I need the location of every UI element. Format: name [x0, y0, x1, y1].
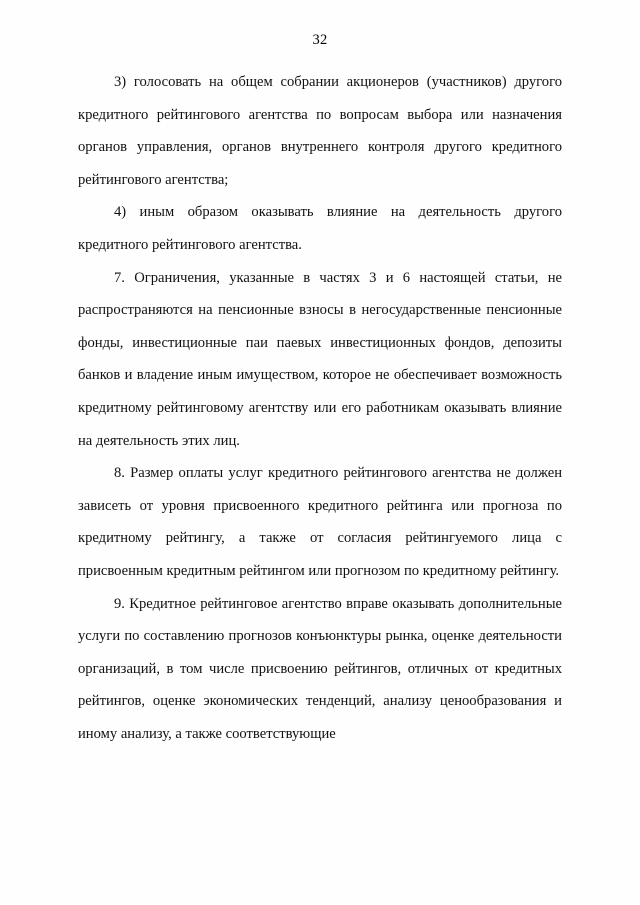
document-body: [78, 66, 562, 750]
paragraph: 7. Ограничения, указанные в частях 3 и 6 настоящей статьи, не распространяются на пенсионные взносы в негосударственные пенсионные фонды, инвестиционные паи паевых инвестиционных фондов, депозиты банков и владение иным имуществом, которое не обеспечивает возможность кредитному рейтинговому агентству или его работникам оказывать влияние на деятельность этих лиц.: [78, 269, 562, 449]
paragraph: 4) иным образом оказывать влияние на деятельность другого кредитного рейтингового агентства.: [78, 204, 562, 253]
paragraph: 8. Размер оплаты услуг кредитного рейтингового агентства не должен зависеть от уровня присвоенного кредитного рейтинга или прогноза по кредитному рейтингу, а также от согласия рейтингуемого лица с присвоенным кредитным рейтингом или прогнозом по кредитному рейтингу.: [78, 465, 562, 579]
page-number: 32: [312, 32, 328, 48]
paragraph: 9. Кредитное рейтинговое агентство вправе оказывать дополнительные услуги по составлению прогнозов конъюнктуры рынка, оценке деятельности организаций, в том числе присвоению рейтингов, отличных от кредитных рейтингов, оценке экономических тенденций, анализу ценообразования и иному анализу, а также соответствующие: [78, 595, 562, 742]
paragraph: 3) голосовать на общем собрании акционеров (участников) другого кредитного рейтингового агентства по вопросам выбора или назначения органов управления, органов внутреннего контроля другого кредитного рейтингового агентства;: [78, 74, 562, 188]
